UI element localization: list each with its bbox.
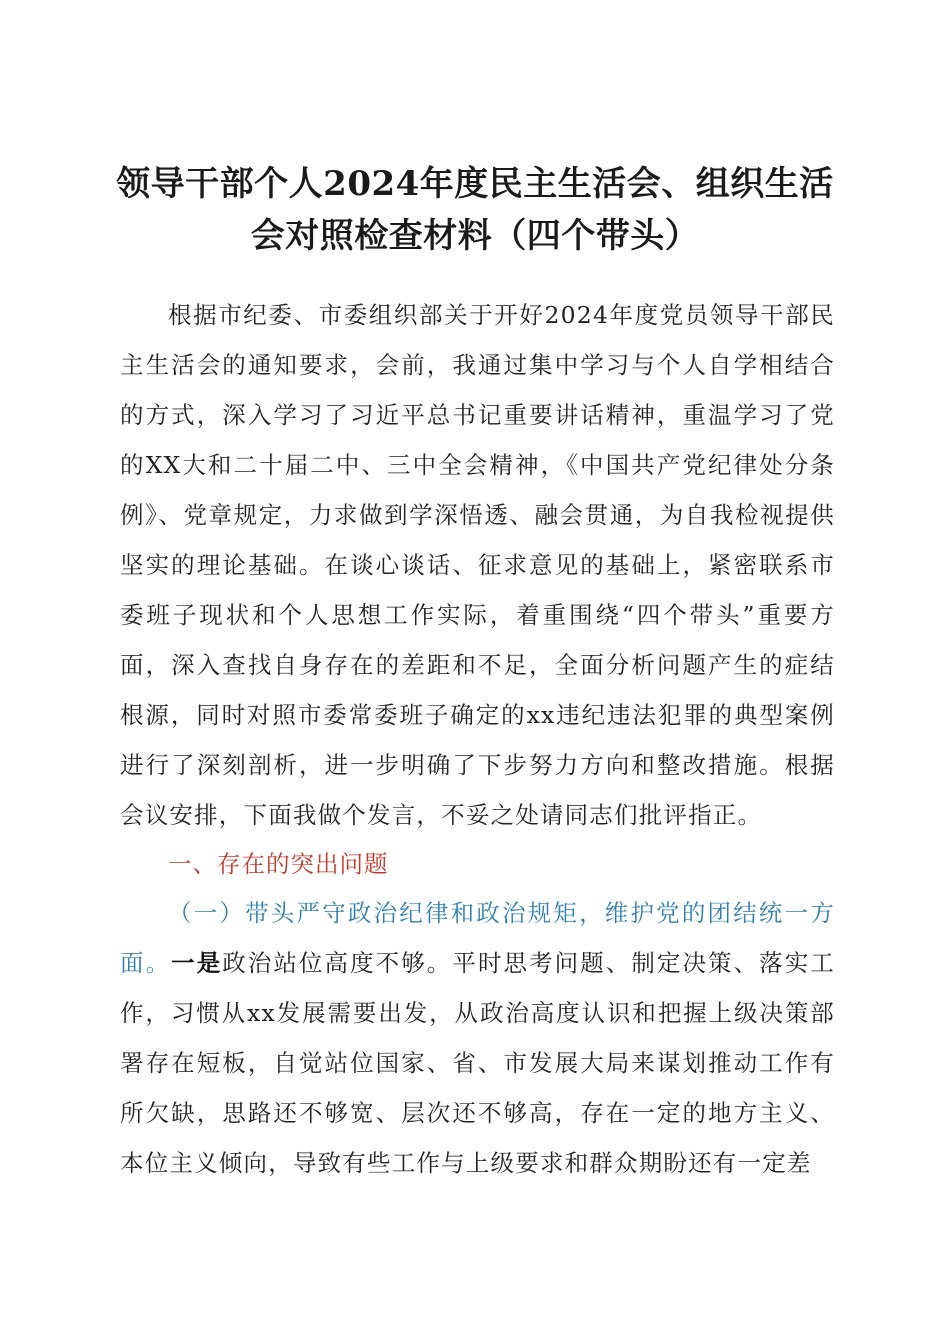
point-text-first: 政治站位高度不够。平时思考问题、制定决策、落实工作，习惯从xx发展需要出发，从政治高度认识和把握上级决策部署存在短板，自觉站位国家、省、市发展大局来谋划推动工作有所欠缺，思路还不够宽、层次还不够高，存在一定的地方主义、本位主义倾向，导致有些工作与上级要求和群众期盼还有一定差 (120, 949, 835, 1177)
subsection-paragraph-1 (120, 888, 835, 1188)
document-title (100, 158, 850, 262)
section-heading-problems: 一、存在的突出问题 (168, 850, 389, 878)
intro-paragraph: 根据市纪委、市委组织部关于开好2024年度党员领导干部民主生活会的通知要求，会前，我通过集中学习与个人自学相结合的方式，深入学习了习近平总书记重要讲话精神，重温学习了党的XX大和二十届二中、三中全会精神，《中国共产党纪律处分条例》、党章规定，力求做到学深悟透、融会贯通，为自我检视提供坚实的理论基础。在谈心谈话、征求意见的基础上，紧密联系市委班子现状和个人思想工作实际，着重围绕“四个带头”重要方面，深入查找自身存在的差距和不足，全面分析问题产生的症结根源，同时对照市委常委班子确定的xx违纪违法犯罪的典型案例进行了深刻剖析，进一步明确了下步努力方向和整改措施。根据会议安排，下面我做个发言，不妥之处请同志们批评指正。 (120, 301, 835, 829)
title-line-1: 领导干部个人2024年度民主生活会、组织生活 (116, 164, 834, 204)
subsection-heading-political-discipline: （一）带头严守政治纪律和政治规矩，维护党的团结统一方面。 (120, 899, 835, 977)
title-line-2: 会对照检查材料（四个带头） (250, 216, 700, 256)
point-lead-first: 一是 (171, 949, 223, 977)
